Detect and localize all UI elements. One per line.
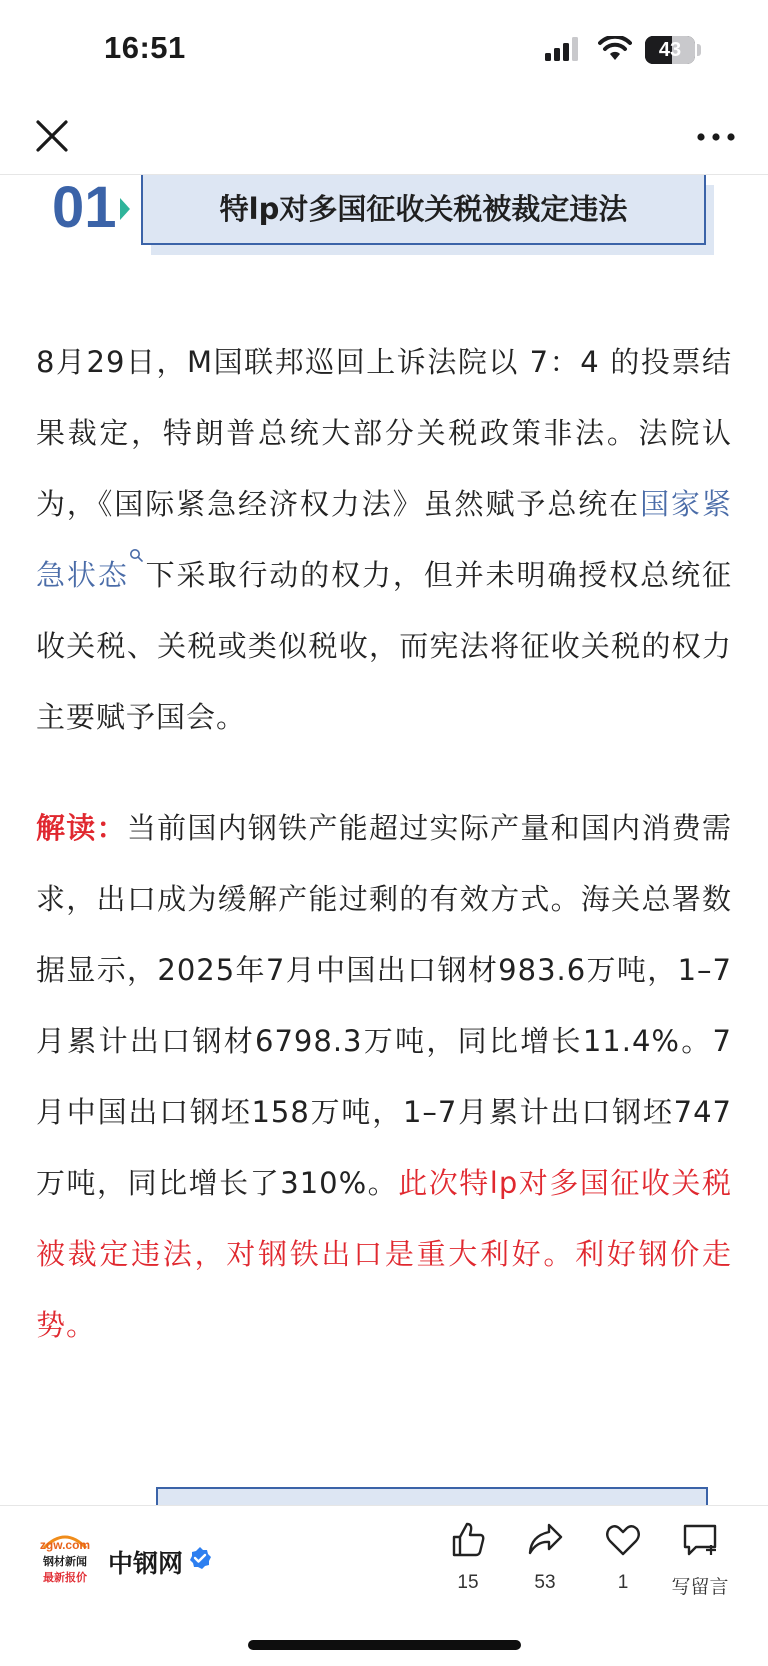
- section-title: 特lp对多国征收关税被裁定违法: [219, 192, 628, 226]
- paragraph-1: [36, 327, 732, 753]
- verified-icon: [188, 1546, 212, 1570]
- favorite-count: 1: [617, 1572, 629, 1593]
- heart-icon: [603, 1520, 643, 1560]
- comment-icon: [680, 1520, 720, 1560]
- battery-tip: [697, 44, 701, 56]
- source-name[interactable]: 中钢网: [108, 1549, 184, 1578]
- share-button[interactable]: [505, 1520, 585, 1594]
- home-indicator: [248, 1640, 521, 1650]
- more-icon[interactable]: [692, 122, 742, 152]
- paragraph-1-text-cont: 下采取行动的权力，但并未明确授权总统征收关税、关税或类似税收，而宪法将征收关税的权力主要赋予国会。: [36, 558, 732, 734]
- logo-text-bot: 最新报价: [43, 1571, 87, 1584]
- highlight-text: 此次特lp对多国征收关税被裁定违法，对钢铁出口是重大利好。利好钢价走势。: [36, 1166, 732, 1342]
- source-logo[interactable]: [38, 1530, 92, 1586]
- section-title-box: [141, 175, 706, 245]
- share-count: 53: [534, 1572, 556, 1593]
- comment-button[interactable]: [660, 1520, 740, 1599]
- status-time: 16:51: [104, 30, 186, 65]
- close-icon[interactable]: [32, 116, 72, 156]
- like-button[interactable]: [428, 1520, 508, 1594]
- next-section-box: [156, 1487, 708, 1505]
- article-content: [0, 175, 768, 1505]
- paragraph-1-text: 8月29日，M国联邦巡回上诉法院以 7：4 的投票结果裁定，特朗普总统大部分关税政策非法。法院认为，《国际紧急经济权力法》虽然赋予总统在: [36, 345, 732, 521]
- logo-text-top: zgw.com: [39, 1538, 91, 1552]
- status-bar: [0, 0, 768, 100]
- wifi-icon: [598, 36, 632, 62]
- cellular-signal-icon: [545, 37, 581, 61]
- like-count: 15: [457, 1572, 479, 1593]
- interpretation-label: 解读：: [36, 811, 127, 845]
- search-icon[interactable]: [129, 548, 143, 562]
- paragraph-2-text: 当前国内钢铁产能超过实际产量和国内消费需求，出口成为缓解产能过剩的有效方式。海关总署数据显示，2025年7月中国出口钢材983.6万吨，1–7月累计出口钢材6798.3万吨，同比增长11.4%。7月中国出口钢坯158万吨，1–7月累计出口钢坯747万吨，同比增长了310%。: [36, 811, 732, 1200]
- favorite-button[interactable]: [583, 1520, 663, 1594]
- logo-text-mid: 钢材新闻: [43, 1555, 87, 1568]
- share-icon: [525, 1520, 565, 1560]
- section-arrow-icon: [120, 198, 130, 220]
- comment-label: 写留言: [671, 1577, 729, 1598]
- thumbs-up-icon: [448, 1520, 488, 1560]
- section-number: 01: [52, 175, 117, 240]
- nav-bar: [0, 100, 768, 175]
- battery-level: 43: [658, 39, 682, 61]
- battery-icon: [645, 36, 695, 64]
- paragraph-2: [36, 793, 732, 1361]
- keyword-link[interactable]: 国家紧急状态: [36, 487, 732, 592]
